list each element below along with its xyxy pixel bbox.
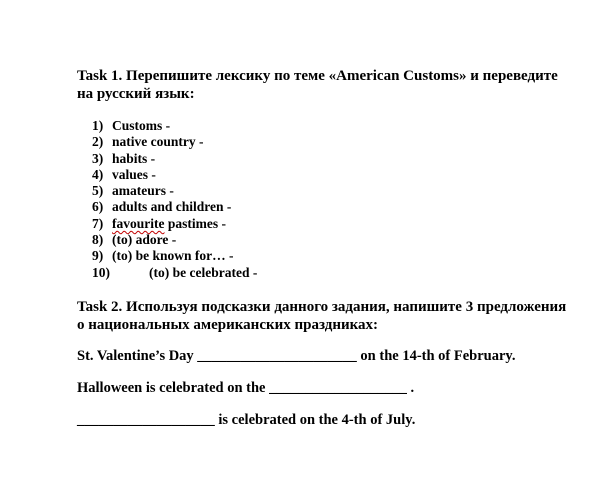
item-number: 6) <box>92 199 104 215</box>
item-text: native country - <box>112 134 204 150</box>
spellcheck-word: favourite <box>112 215 165 231</box>
item-number: 9) <box>92 248 104 264</box>
item-text: (to) be celebrated - <box>149 264 258 280</box>
item-text: amateurs - <box>112 183 174 199</box>
sentence-valentines-day: St. Valentine’s Day ______________________ on the 14-th of February. <box>77 348 516 364</box>
vocabulary-list <box>92 118 257 281</box>
task1-title-line2: на русский язык: <box>77 86 195 102</box>
item-text: (to) adore - <box>112 232 177 248</box>
list-item <box>92 118 257 134</box>
sentence-halloween: Halloween is celebrated on the ___________________ . <box>77 380 415 396</box>
item-number: 2) <box>92 134 104 150</box>
item-text: Customs - <box>112 118 171 133</box>
list-item <box>92 151 257 167</box>
task1-title-line1: Task 1. Перепишите лексику по теме «American Customs» и переведите <box>77 68 558 84</box>
list-item <box>92 199 257 215</box>
item-number: 8) <box>92 232 104 248</box>
item-number: 10) <box>92 264 110 280</box>
list-item <box>92 134 257 150</box>
list-item <box>92 183 257 199</box>
task2-title-line2: о национальных американских праздниках: <box>77 317 379 333</box>
item-number: 1) <box>92 118 104 133</box>
item-text: pastimes - <box>164 215 226 231</box>
list-item <box>92 167 257 183</box>
item-text: habits - <box>112 150 156 166</box>
item-text: values - <box>112 166 156 182</box>
list-item <box>92 216 257 232</box>
item-text: (to) be known for… - <box>112 248 234 264</box>
item-number: 5) <box>92 183 104 199</box>
item-text: adults and children - <box>112 199 232 215</box>
list-item <box>92 265 257 281</box>
list-item <box>92 232 257 248</box>
task2-title-line1: Task 2. Используя подсказки данного задания, напишите 3 предложения <box>77 299 567 315</box>
item-number: 4) <box>92 166 104 182</box>
sentence-independence-day: ___________________ is celebrated on the 4-th of July. <box>77 412 416 428</box>
list-item <box>92 248 257 264</box>
item-number: 7) <box>92 215 104 231</box>
item-number: 3) <box>92 150 104 166</box>
